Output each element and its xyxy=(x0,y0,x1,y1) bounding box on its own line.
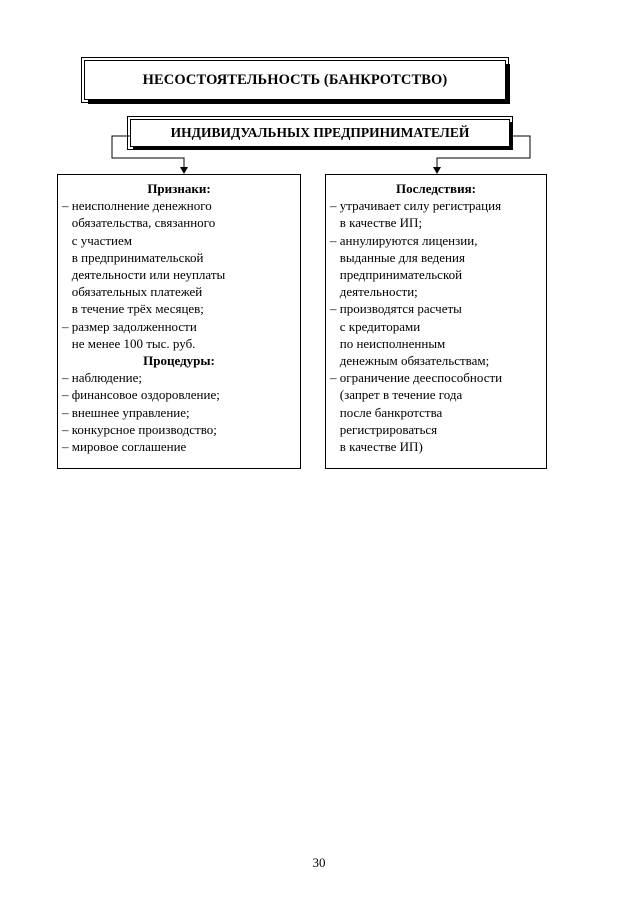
consequences-item: – аннулируются лицензии, xyxy=(330,232,478,248)
signs-heading: Признаки: xyxy=(147,181,211,196)
signs-item: – размер задолженности xyxy=(62,318,197,334)
consequences-item: деятельности; xyxy=(330,284,418,300)
signs-item: – неисполнение денежного xyxy=(62,198,212,214)
consequences-item: – утрачивает силу регистрация xyxy=(330,198,502,214)
signs-item: деятельности или неуплаты xyxy=(62,267,226,283)
consequences-panel xyxy=(325,174,547,469)
consequences-item: денежным обязательствам; xyxy=(330,353,490,369)
procedures-item: – финансовое оздоровление; xyxy=(62,387,220,403)
signs-item: в течение трёх месяцев; xyxy=(62,301,204,317)
procedures-item: – наблюдение; xyxy=(62,370,142,386)
procedures-item: – конкурсное производство; xyxy=(62,421,217,437)
subtitle-box xyxy=(130,119,510,147)
consequences-item: в качестве ИП; xyxy=(330,215,423,231)
consequences-item: (запрет в течение года xyxy=(330,387,463,403)
consequences-heading: Последствия: xyxy=(396,181,476,196)
signs-item: обязательства, связанного xyxy=(62,215,216,231)
page-number: 30 xyxy=(312,855,326,870)
procedures-heading: Процедуры: xyxy=(143,353,215,369)
consequences-item: с кредиторами xyxy=(330,318,421,334)
procedures-item: – внешнее управление; xyxy=(62,404,190,420)
signs-procedures-panel xyxy=(57,174,301,469)
consequences-item: предпринимательской xyxy=(330,267,463,283)
left-arrowhead xyxy=(180,167,188,174)
consequences-item: – ограничение дееспособности xyxy=(330,370,503,386)
consequences-item: после банкротства xyxy=(330,404,443,420)
signs-item: не менее 100 тыс. руб. xyxy=(62,335,196,351)
right-arrowhead xyxy=(433,167,441,174)
consequences-item: регистрироваться xyxy=(330,421,438,437)
main-title-box xyxy=(84,60,506,100)
signs-item: в предпринимательской xyxy=(62,249,204,265)
procedures-item: – мировое соглашение xyxy=(62,439,187,455)
consequences-item: по неисполненным xyxy=(330,335,446,351)
main-title: НЕСОСТОЯТЕЛЬНОСТЬ (БАНКРОТСТВО) xyxy=(142,71,448,88)
consequences-item: выданные для ведения xyxy=(330,249,465,265)
signs-item: обязательных платежей xyxy=(62,284,203,300)
consequences-item: в качестве ИП) xyxy=(330,439,423,455)
signs-item: с участием xyxy=(62,232,132,248)
subtitle: ИНДИВИДУАЛЬНЫХ ПРЕДПРИНИМАТЕЛЕЙ xyxy=(170,125,470,140)
consequences-item: – производятся расчеты xyxy=(330,301,462,317)
